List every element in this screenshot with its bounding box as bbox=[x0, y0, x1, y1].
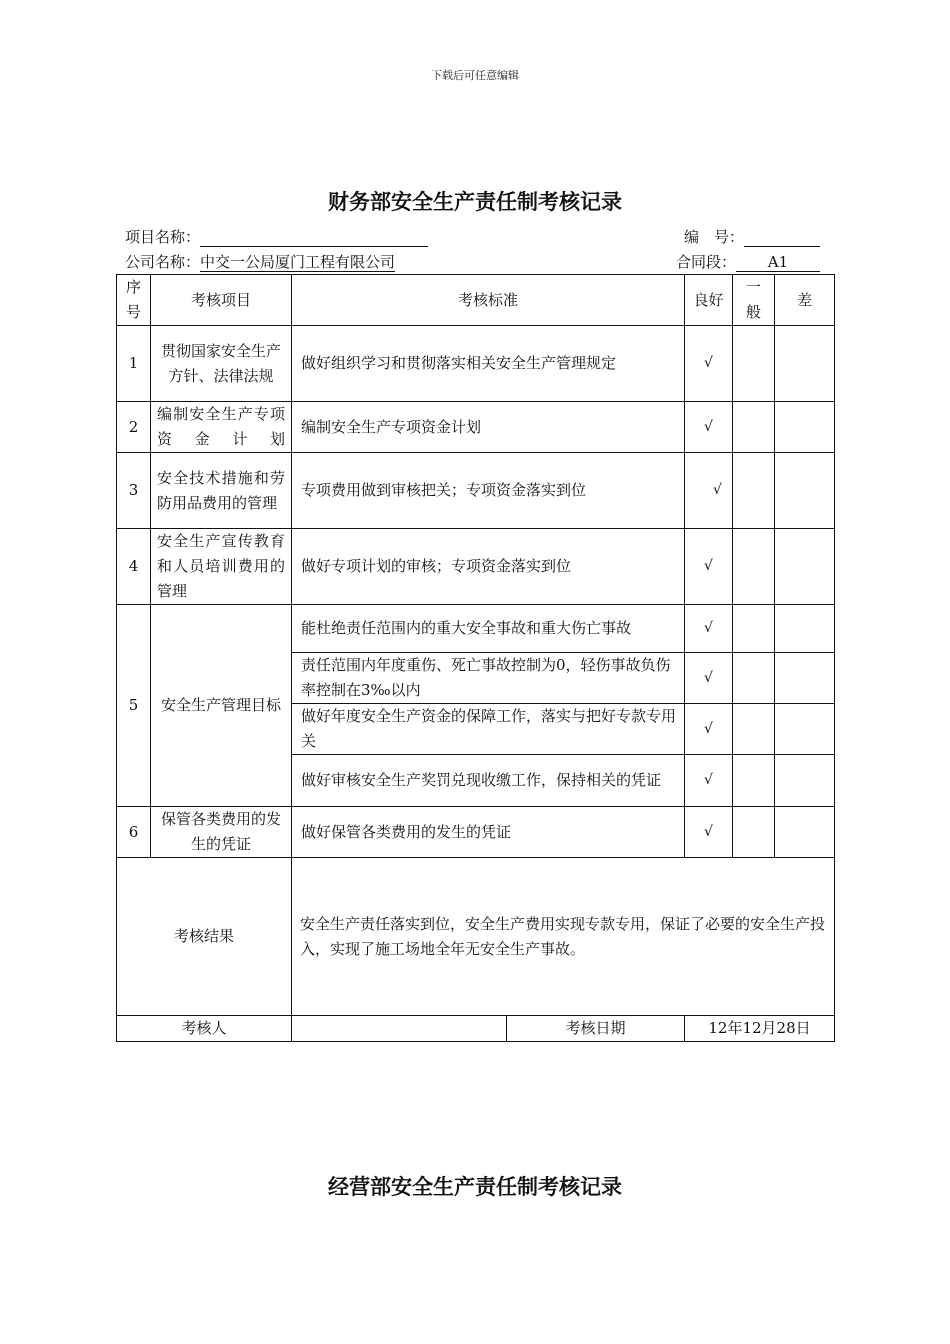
row-item: 贯彻国家安全生产方针、法律法规 bbox=[151, 326, 292, 402]
row-item: 保管各类费用的发生的凭证 bbox=[151, 807, 292, 858]
row-seq: 2 bbox=[117, 402, 151, 453]
row-item: 编制安全生产专项资金计划 bbox=[151, 402, 292, 453]
row-fair-cell bbox=[733, 453, 775, 529]
row-item: 安全生产管理目标 bbox=[151, 605, 292, 807]
project-label: 项目名称： bbox=[125, 228, 201, 246]
number-value bbox=[744, 246, 820, 247]
row-poor-cell bbox=[775, 653, 835, 704]
row-seq: 4 bbox=[117, 529, 151, 605]
table-row bbox=[117, 605, 835, 653]
assessor-value bbox=[292, 1016, 507, 1042]
header-standard: 考核标准 bbox=[292, 275, 685, 326]
contract-label: 合同段： bbox=[675, 253, 736, 271]
row-good-check: √ bbox=[685, 653, 733, 704]
header-note: 下载后可任意编辑 bbox=[431, 69, 519, 82]
table-row bbox=[117, 453, 835, 529]
row-poor-cell bbox=[775, 704, 835, 755]
meta-row-company bbox=[125, 251, 820, 273]
row-standard: 能杜绝责任范围内的重大安全事故和重大伤亡事故 bbox=[292, 605, 685, 653]
row-seq: 3 bbox=[117, 453, 151, 529]
result-label: 考核结果 bbox=[117, 858, 292, 1016]
row-poor-cell bbox=[775, 755, 835, 807]
row-fair-cell bbox=[733, 653, 775, 704]
result-row bbox=[117, 858, 835, 1016]
row-good-check: √ bbox=[685, 755, 733, 807]
row-good-check: √ bbox=[685, 807, 733, 858]
row-good-check: √ bbox=[685, 605, 733, 653]
row-standard: 专项费用做到审核把关；专项资金落实到位 bbox=[292, 453, 685, 529]
header-fair: 一般 bbox=[733, 275, 775, 326]
row-seq: 1 bbox=[117, 326, 151, 402]
row-standard: 做好专项计划的审核；专项资金落实到位 bbox=[292, 529, 685, 605]
row-standard: 编制安全生产专项资金计划 bbox=[292, 402, 685, 453]
date-value: 12年12月28日 bbox=[685, 1016, 835, 1042]
row-seq: 6 bbox=[117, 807, 151, 858]
row-good-check: √ bbox=[685, 704, 733, 755]
row-fair-cell bbox=[733, 704, 775, 755]
row-poor-cell bbox=[775, 529, 835, 605]
row-item: 安全生产宣传教育和人员培训费用的管理 bbox=[151, 529, 292, 605]
row-fair-cell bbox=[733, 605, 775, 653]
row-fair-cell bbox=[733, 755, 775, 807]
row-fair-cell bbox=[733, 529, 775, 605]
table-row bbox=[117, 529, 835, 605]
row-poor-cell bbox=[775, 807, 835, 858]
meta-row-project bbox=[125, 226, 820, 248]
row-good-check: √ bbox=[685, 326, 733, 402]
row-standard: 做好年度安全生产资金的保障工作，落实与把好专款专用关 bbox=[292, 704, 685, 755]
row-standard: 做好组织学习和贯彻落实相关安全生产管理规定 bbox=[292, 326, 685, 402]
company-value: 中交一公局厦门工程有限公司 bbox=[200, 253, 396, 271]
row-item: 安全技术措施和劳防用品费用的管理 bbox=[151, 453, 292, 529]
date-label: 考核日期 bbox=[507, 1016, 685, 1042]
header-item: 考核项目 bbox=[151, 275, 292, 326]
row-good-check: √ bbox=[685, 402, 733, 453]
row-poor-cell bbox=[775, 453, 835, 529]
header-poor: 差 bbox=[775, 275, 835, 326]
assessment-table bbox=[116, 274, 835, 1042]
company-label: 公司名称： bbox=[125, 253, 201, 271]
row-fair-cell bbox=[733, 807, 775, 858]
table-row bbox=[117, 807, 835, 858]
row-standard: 责任范围内年度重伤、死亡事故控制为0，轻伤事故负伤率控制在3‰以内 bbox=[292, 653, 685, 704]
header-good: 良好 bbox=[685, 275, 733, 326]
table-row bbox=[117, 326, 835, 402]
contract-value: A1 bbox=[736, 253, 820, 272]
row-standard: 做好保管各类费用的发生的凭证 bbox=[292, 807, 685, 858]
table-header-row bbox=[117, 275, 835, 326]
result-text: 安全生产责任落实到位，安全生产费用实现专款专用，保证了必要的安全生产投入，实现了施工场地全年无安全生产事故。 bbox=[292, 858, 835, 1016]
header-seq: 序号 bbox=[117, 275, 151, 326]
row-good-check: √ bbox=[685, 529, 733, 605]
table-row bbox=[117, 402, 835, 453]
row-poor-cell bbox=[775, 402, 835, 453]
signature-row bbox=[117, 1016, 835, 1042]
number-label: 编 号： bbox=[683, 228, 744, 246]
row-poor-cell bbox=[775, 605, 835, 653]
project-value bbox=[200, 246, 428, 247]
next-page-title: 经营部安全生产责任制考核记录 bbox=[328, 1175, 622, 1199]
assessor-label: 考核人 bbox=[117, 1016, 292, 1042]
page-title: 财务部安全生产责任制考核记录 bbox=[328, 190, 622, 214]
row-good-check: √ bbox=[685, 453, 733, 529]
row-fair-cell bbox=[733, 402, 775, 453]
row-seq: 5 bbox=[117, 605, 151, 807]
row-poor-cell bbox=[775, 326, 835, 402]
row-standard: 做好审核安全生产奖罚兑现收缴工作，保持相关的凭证 bbox=[292, 755, 685, 807]
row-fair-cell bbox=[733, 326, 775, 402]
